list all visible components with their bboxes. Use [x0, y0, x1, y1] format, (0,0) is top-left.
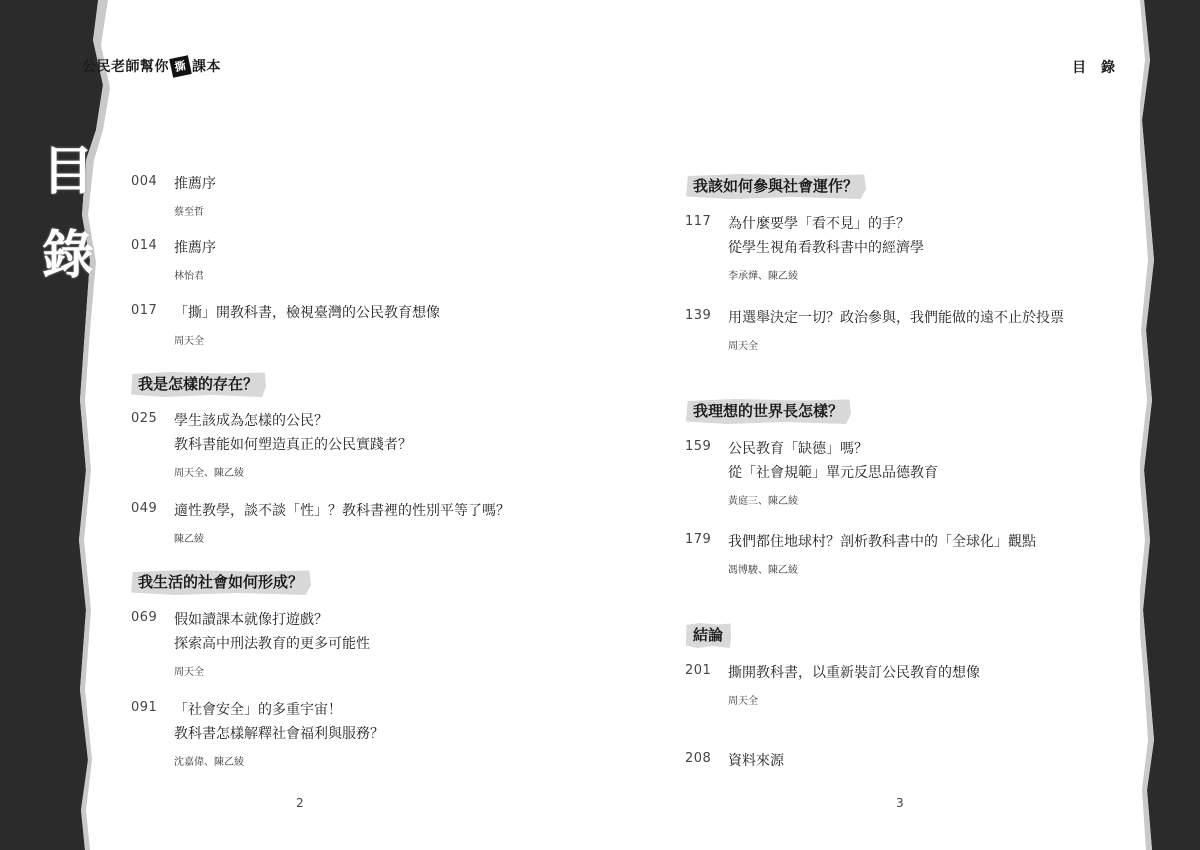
toc-title: 我們都住地球村？剖析教科書中的「全球化」觀點	[728, 534, 1036, 550]
toc-title-line2: 教科書怎樣解釋社會福利與服務？	[174, 726, 384, 742]
section-heading	[686, 622, 731, 648]
running-head: 目 錄	[1072, 60, 1120, 76]
toc-author: 陳乙綾	[174, 534, 204, 545]
toc-author: 李承燁、陳乙綾	[728, 271, 798, 282]
toc-page-number: 208	[685, 751, 712, 766]
toc-page-number: 091	[131, 700, 158, 715]
toc-title-line1: 「社會安全」的多重宇宙！	[174, 702, 342, 718]
toc-page-number: 025	[131, 411, 158, 426]
toc-page-number: 049	[131, 501, 158, 516]
toc-author: 周天全	[174, 336, 204, 347]
toc-page-number: 179	[685, 532, 712, 547]
toc-page-number: 139	[685, 308, 712, 323]
toc-page-number: 117	[685, 214, 712, 229]
toc-title-line1: 學生該成為怎樣的公民？	[174, 413, 328, 429]
big-title-char1: 目	[42, 141, 95, 202]
toc-title: 推薦序	[174, 240, 216, 256]
toc-title: 推薦序	[174, 176, 216, 192]
toc-author: 周天全	[728, 696, 758, 707]
toc-page-number: 159	[685, 439, 712, 454]
section-heading	[686, 398, 851, 424]
section-heading	[686, 173, 866, 199]
toc-title: 撕開教科書，以重新裝訂公民教育的想像	[728, 665, 980, 681]
toc-title: 資料來源	[728, 753, 784, 769]
section-heading-text: 我該如何參與社會運作？	[693, 177, 859, 195]
right-page	[600, 0, 1200, 850]
section-heading-text: 我是怎樣的存在？	[138, 375, 259, 393]
toc-author: 周天全	[728, 341, 758, 352]
toc-author: 沈嘉偉、陳乙綾	[174, 757, 244, 768]
big-title	[42, 130, 95, 298]
toc-author: 周天全	[174, 667, 204, 678]
toc-author: 馮博駿、陳乙綾	[728, 565, 798, 576]
toc-title-line2: 從「社會規範」單元反思品德教育	[728, 465, 938, 481]
page-number: 3	[896, 796, 904, 810]
toc-page-number: 017	[131, 303, 158, 318]
section-heading-text: 結論	[693, 626, 724, 644]
toc-title: 「撕」開教科書，檢視臺灣的公民教育想像	[174, 305, 440, 321]
big-title-char2: 錄	[42, 225, 95, 286]
toc-title-line2: 教科書能如何塑造真正的公民實踐者？	[174, 437, 412, 453]
toc-title: 適性教學，談不談「性」？教科書裡的性別平等了嗎？	[174, 503, 510, 519]
toc-title-line2: 從學生視角看教科書中的經濟學	[728, 240, 924, 256]
toc-title-line1: 假如讀課本就像打遊戲？	[174, 612, 328, 628]
section-heading-text: 我理想的世界長怎樣？	[693, 402, 844, 420]
toc-page-number: 069	[131, 610, 158, 625]
tear-badge-icon: 撕	[169, 55, 192, 78]
toc-author: 蔡至哲	[174, 207, 204, 218]
page-number: 2	[296, 796, 304, 810]
section-heading-text: 我生活的社會如何形成？	[138, 573, 304, 591]
toc-title-line1: 公民教育「缺德」嗎？	[728, 441, 868, 457]
book-title	[82, 56, 221, 76]
toc-page-number: 201	[685, 663, 712, 678]
toc-author: 黃庭三、陳乙綾	[728, 496, 798, 507]
book-title-part2: 課本	[192, 59, 221, 75]
toc-author: 周天全、陳乙綾	[174, 468, 244, 479]
section-heading	[131, 569, 311, 595]
toc-title-line1: 為什麼要學「看不見」的手？	[728, 216, 910, 232]
section-heading	[131, 371, 266, 397]
toc-page-number: 014	[131, 238, 158, 253]
toc-title-line2: 探索高中刑法教育的更多可能性	[174, 636, 370, 652]
toc-page-number: 004	[131, 174, 158, 189]
book-title-part1: 公民老師幫你	[82, 59, 169, 75]
toc-title: 用選舉決定一切？政治參與，我們能做的遠不止於投票	[728, 310, 1064, 326]
toc-author: 林怡君	[174, 271, 204, 282]
